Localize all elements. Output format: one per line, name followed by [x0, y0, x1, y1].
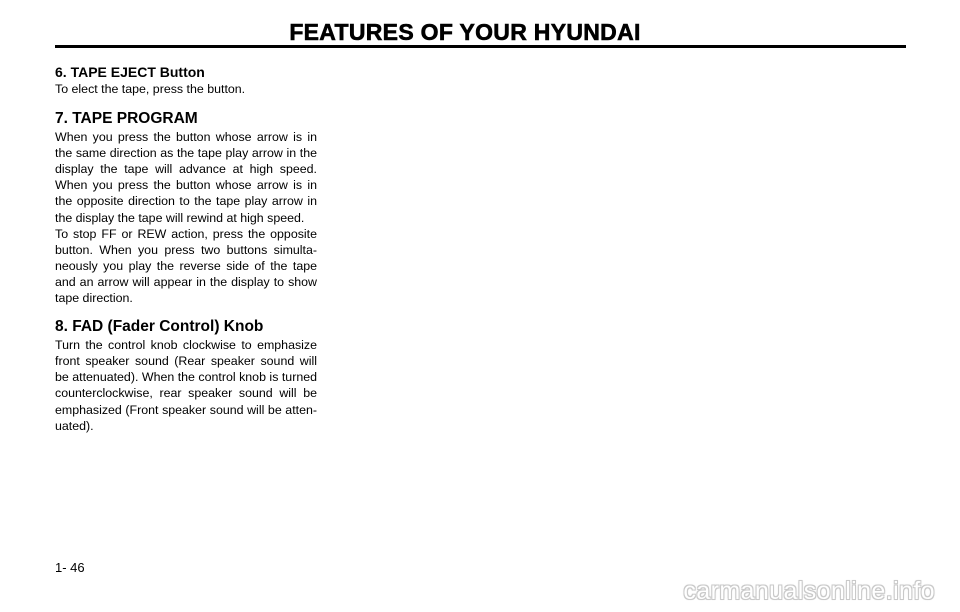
- section-tape-eject: [55, 63, 317, 97]
- section-paragraph: To stop FF or REW action, press the opposite button. When you press two buttons simulta-neously you play the reverse side of the tape and an arrow will appear in the display to show tape direction.: [55, 226, 317, 306]
- section-paragraph: To elect the tape, press the button.: [55, 82, 246, 96]
- section-heading: 7. TAPE PROGRAM: [55, 110, 198, 128]
- section-paragraph: Turn the control knob clockwise to emphasize front speaker sound (Rear speaker sound will be attenuated). When the control knob is turned counterclockwise, rear speaker sound will be emphasized (Front speaker sound will be atten-uated).: [55, 338, 317, 433]
- content-column: [55, 63, 317, 446]
- section-paragraph: When you press the button whose arrow is in the same direction as the tape play arrow in the display the tape will advance at high speed. When you press the button whose arrow is in the opposite direction to the tape play arrow in the display the tape will rewind at high speed.: [55, 130, 317, 225]
- watermark-text: carmanualsonline.info: [683, 577, 935, 605]
- section-heading: 6. TAPE EJECT Button: [55, 64, 205, 80]
- header-divider: [55, 45, 906, 48]
- page-number: 1- 46: [55, 560, 85, 575]
- section-heading: 8. FAD (Fader Control) Knob: [55, 318, 264, 336]
- section-tape-program: [55, 109, 317, 306]
- section-fader-control: [55, 317, 317, 434]
- page-header-title: FEATURES OF YOUR HYUNDAI: [289, 19, 641, 45]
